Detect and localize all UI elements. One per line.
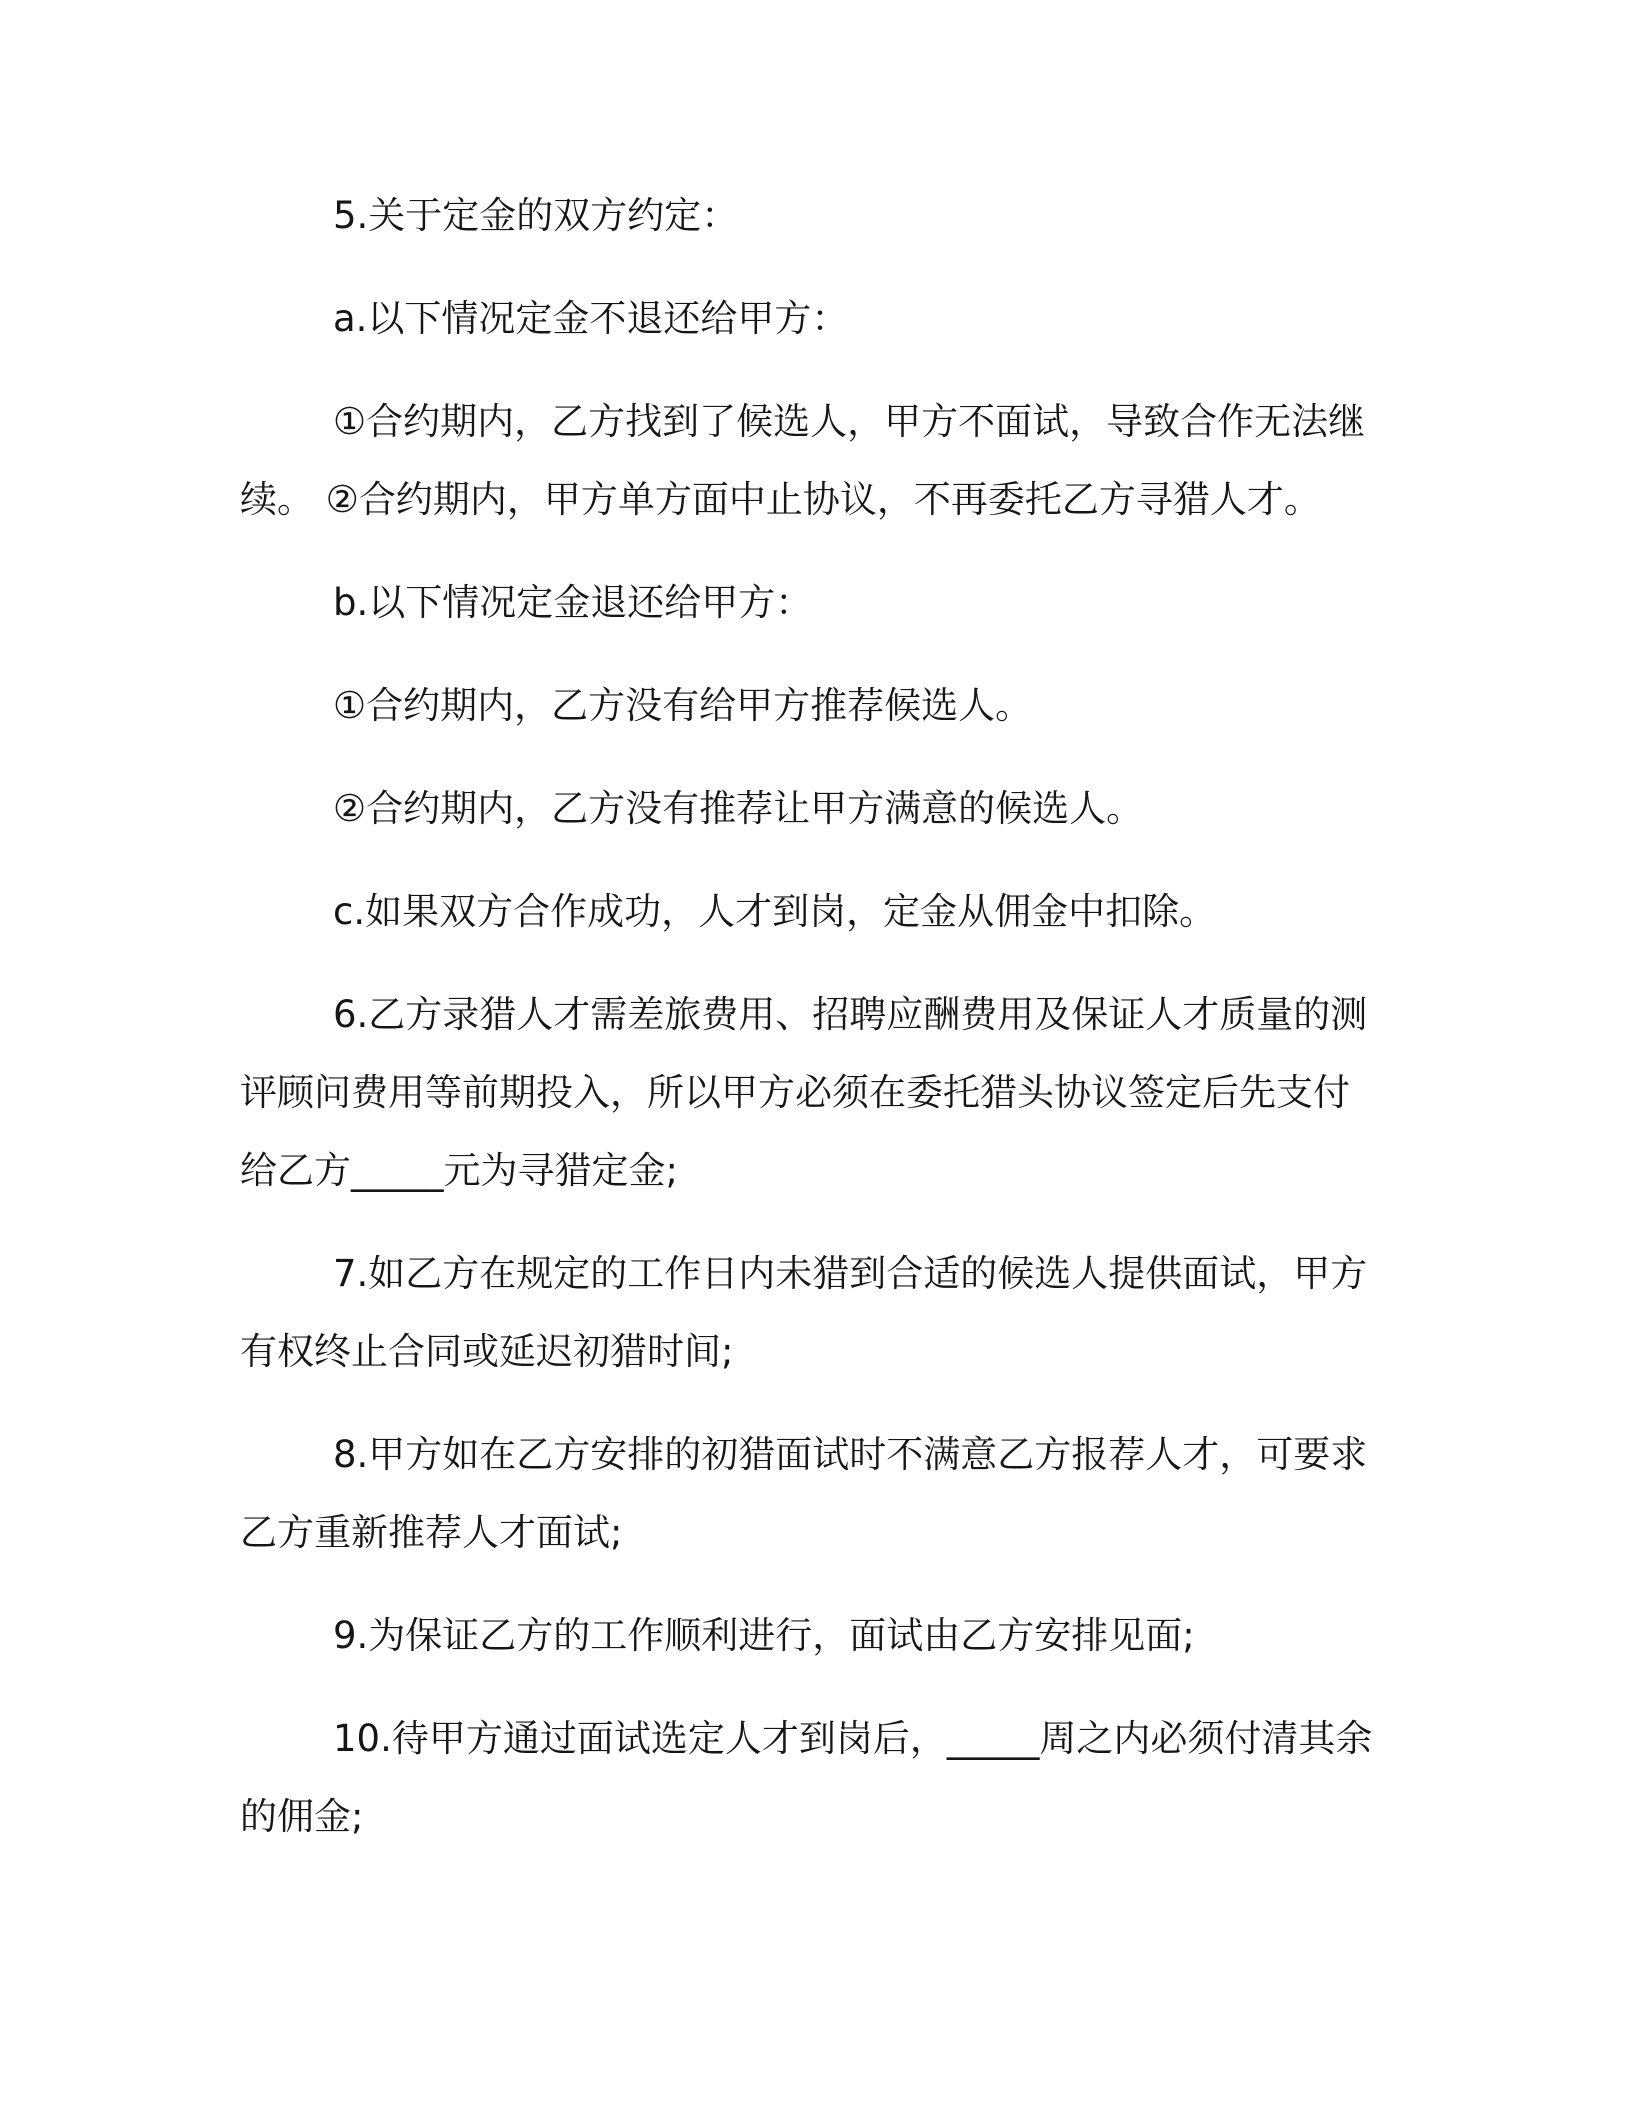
paragraph-line: ①合约期内，乙方没有给甲方推荐候选人。 <box>333 684 1033 727</box>
clause-5b-item-2 <box>240 770 1380 848</box>
paragraph-line: 8.甲方如在乙方安排的初猎面试时不满意乙方报荐人才，可要求 <box>333 1433 1368 1476</box>
clause-8 <box>240 1416 1380 1572</box>
paragraph-line: 6.乙方录猎人才需差旅费用、招聘应酬费用及保证人才质量的测 <box>333 993 1368 1036</box>
clause-5b-heading <box>240 564 1380 642</box>
clause-7 <box>240 1235 1380 1391</box>
paragraph-line: ①合约期内，乙方找到了候选人，甲方不面试，导致合作无法继 <box>333 400 1366 443</box>
paragraph-line: b.以下情况定金退还给甲方： <box>333 581 813 624</box>
clause-10 <box>240 1700 1380 1856</box>
clause-5a-items <box>240 383 1380 539</box>
clause-9 <box>240 1597 1380 1675</box>
paragraph-line: 给乙方_____元为寻猎定金; <box>240 1149 678 1192</box>
paragraph-line: 乙方重新推荐人才面试; <box>240 1511 623 1554</box>
paragraph-line: c.如果双方合作成功，人才到岗，定金从佣金中扣除。 <box>333 890 1217 933</box>
paragraph-line: 9.为保证乙方的工作顺利进行，面试由乙方安排见面; <box>333 1614 1195 1657</box>
paragraph-line: ②合约期内，乙方没有推荐让甲方满意的候选人。 <box>333 787 1144 830</box>
clause-6 <box>240 976 1380 1210</box>
paragraph-line: 有权终止合同或延迟初猎时间; <box>240 1330 734 1373</box>
paragraph-line: 7.如乙方在规定的工作日内未猎到合适的候选人提供面试，甲方 <box>333 1252 1368 1295</box>
paragraph-line: 的佣金; <box>240 1795 364 1838</box>
clause-5a-heading <box>240 280 1380 358</box>
paragraph-line: 5.关于定金的双方约定： <box>333 194 739 237</box>
paragraph-line: a.以下情况定金不退还给甲方： <box>333 297 849 340</box>
paragraph-line: 评顾问费用等前期投入，所以甲方必须在委托猎头协议签定后先支付 <box>240 1071 1350 1114</box>
clause-5-heading <box>240 177 1380 255</box>
clause-5c <box>240 873 1380 951</box>
paragraph-line: 10.待甲方通过面试选定人才到岗后，_____周之内必须付清其余 <box>333 1717 1373 1760</box>
clause-5b-item-1 <box>240 667 1380 745</box>
paragraph-line: 续。 ②合约期内，甲方单方面中止协议，不再委托乙方寻猎人才。 <box>240 478 1321 521</box>
document-page <box>240 177 1380 1881</box>
